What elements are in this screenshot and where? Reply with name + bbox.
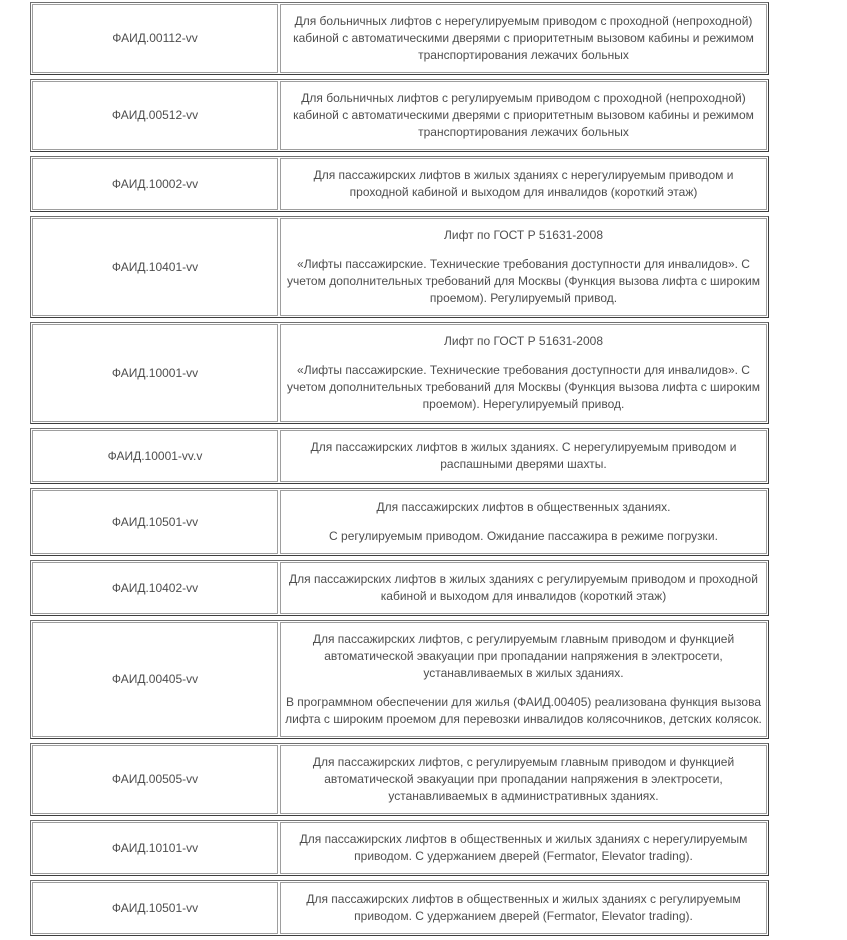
row-description-cell — [280, 490, 767, 554]
description-paragraph: Для пассажирских лифтов, с регулируемым главным приводом и функцией автоматической эвакуации при пропадании напряжения в электросети, устанавливаемых в административных зданиях. — [312, 755, 735, 803]
table-row — [30, 322, 769, 424]
row-code: ФАИД.10501-vv — [111, 900, 199, 915]
row-description-cell — [280, 218, 767, 316]
row-code: ФАИД.10402-vv — [111, 580, 199, 595]
row-description-cell — [280, 882, 767, 934]
table-row — [30, 820, 769, 876]
row-description-cell — [280, 81, 767, 150]
row-code-cell — [32, 882, 278, 934]
description-paragraph: Лифт по ГОСТ Р 51631-2008 — [443, 228, 603, 242]
row-code-cell — [32, 81, 278, 150]
row-code: ФАИД.10101-vv — [111, 840, 199, 855]
description-paragraph: «Лифты пассажирские. Технические требования доступности для инвалидов». С учетом дополнительных требований для Москвы (Функция вызова лифта с широким проемом). Нерегулируемый привод. — [287, 363, 760, 411]
table-row — [30, 216, 769, 318]
row-code-cell — [32, 218, 278, 316]
description-paragraph: Для пассажирских лифтов в общественных зданиях. — [376, 500, 671, 514]
row-code-cell — [32, 4, 278, 73]
row-code-cell — [32, 822, 278, 874]
row-code: ФАИД.10501-vv — [111, 514, 199, 529]
table-row — [30, 156, 769, 212]
description-paragraph: В программном обеспечении для жилья (ФАИД.00405) реализована функция вызова лифта с широким проемом для перевозки инвалидов колясочников, детских колясок. — [285, 695, 762, 726]
row-code-cell — [32, 430, 278, 482]
row-description-cell — [280, 622, 767, 737]
description-paragraph: Для пассажирских лифтов, с регулируемым главным приводом и функцией автоматической эвакуации при пропадании напряжения в электросети, устанавливаемых в жилых зданиях. — [312, 632, 735, 680]
table-row — [30, 428, 769, 484]
row-code-cell — [32, 158, 278, 210]
row-code: ФАИД.10001-vv — [111, 365, 199, 380]
row-description-cell — [280, 822, 767, 874]
description-paragraph: Для больничных лифтов с нерегулируемым приводом с проходной (непроходной) кабиной с автоматическими дверями с приоритетным вызовом кабины и режимом транспортирования лежачих больных — [293, 14, 754, 62]
row-code-cell — [32, 562, 278, 614]
row-description-cell — [280, 745, 767, 814]
row-code-cell — [32, 745, 278, 814]
row-code-cell — [32, 622, 278, 737]
row-description-cell — [280, 324, 767, 422]
row-code-cell — [32, 490, 278, 554]
description-paragraph: Для пассажирских лифтов в жилых зданиях с регулируемым приводом и проходной кабиной и выходом для инвалидов (короткий этаж) — [289, 572, 758, 603]
page — [0, 2, 847, 936]
row-code: ФАИД.00112-vv — [112, 31, 198, 45]
table-row — [30, 743, 769, 816]
row-code: ФАИД.10002-vv — [111, 176, 199, 191]
table-row — [30, 2, 769, 75]
row-description-cell — [280, 562, 767, 614]
row-description-cell — [280, 4, 767, 73]
table-row — [30, 79, 769, 152]
description-paragraph: Для пассажирских лифтов в жилых зданиях. С нерегулируемым приводом и распашными дверями шахты. — [310, 440, 737, 471]
description-paragraph: Лифт по ГОСТ Р 51631-2008 — [443, 334, 603, 348]
row-code-cell — [32, 324, 278, 422]
description-paragraph: Для пассажирских лифтов в жилых зданиях с нерегулируемым приводом и проходной кабиной и выходом для инвалидов (короткий этаж) — [313, 168, 734, 199]
description-paragraph: Для больничных лифтов с регулируемым приводом с проходной (непроходной) кабиной с автоматическими дверями с приоритетным вызовом кабины и режимом транспортирования лежачих больных — [293, 91, 754, 139]
row-code: ФАИД.10001-vv.v — [107, 448, 203, 463]
table-row — [30, 488, 769, 556]
table-row — [30, 560, 769, 616]
table-row — [30, 620, 769, 739]
description-paragraph: С регулируемым приводом. Ожидание пассажира в режиме погрузки. — [329, 529, 718, 543]
row-description-cell — [280, 430, 767, 482]
description-paragraph: «Лифты пассажирские. Технические требования доступности для инвалидов». С учетом дополнительных требований для Москвы (Функция вызова лифта с широким проемом). Регулируемый привод. — [287, 257, 760, 305]
software-table — [30, 2, 769, 936]
row-code: ФАИД.10401-vv — [111, 259, 199, 274]
description-paragraph: Для пассажирских лифтов в общественных и жилых зданиях с регулируемым приводом. С удержанием дверей (Fermator, Elevator trading). — [306, 892, 741, 923]
row-code: ФАИД.00505-vv — [111, 772, 199, 786]
row-code: ФАИД.00405-vv — [111, 672, 199, 686]
description-paragraph: Для пассажирских лифтов в общественных и жилых зданиях с нерегулируемым приводом. С удержанием дверей (Fermator, Elevator trading). — [299, 832, 748, 863]
row-code: ФАИД.00512-vv — [111, 108, 199, 122]
table-row — [30, 880, 769, 936]
row-description-cell — [280, 158, 767, 210]
